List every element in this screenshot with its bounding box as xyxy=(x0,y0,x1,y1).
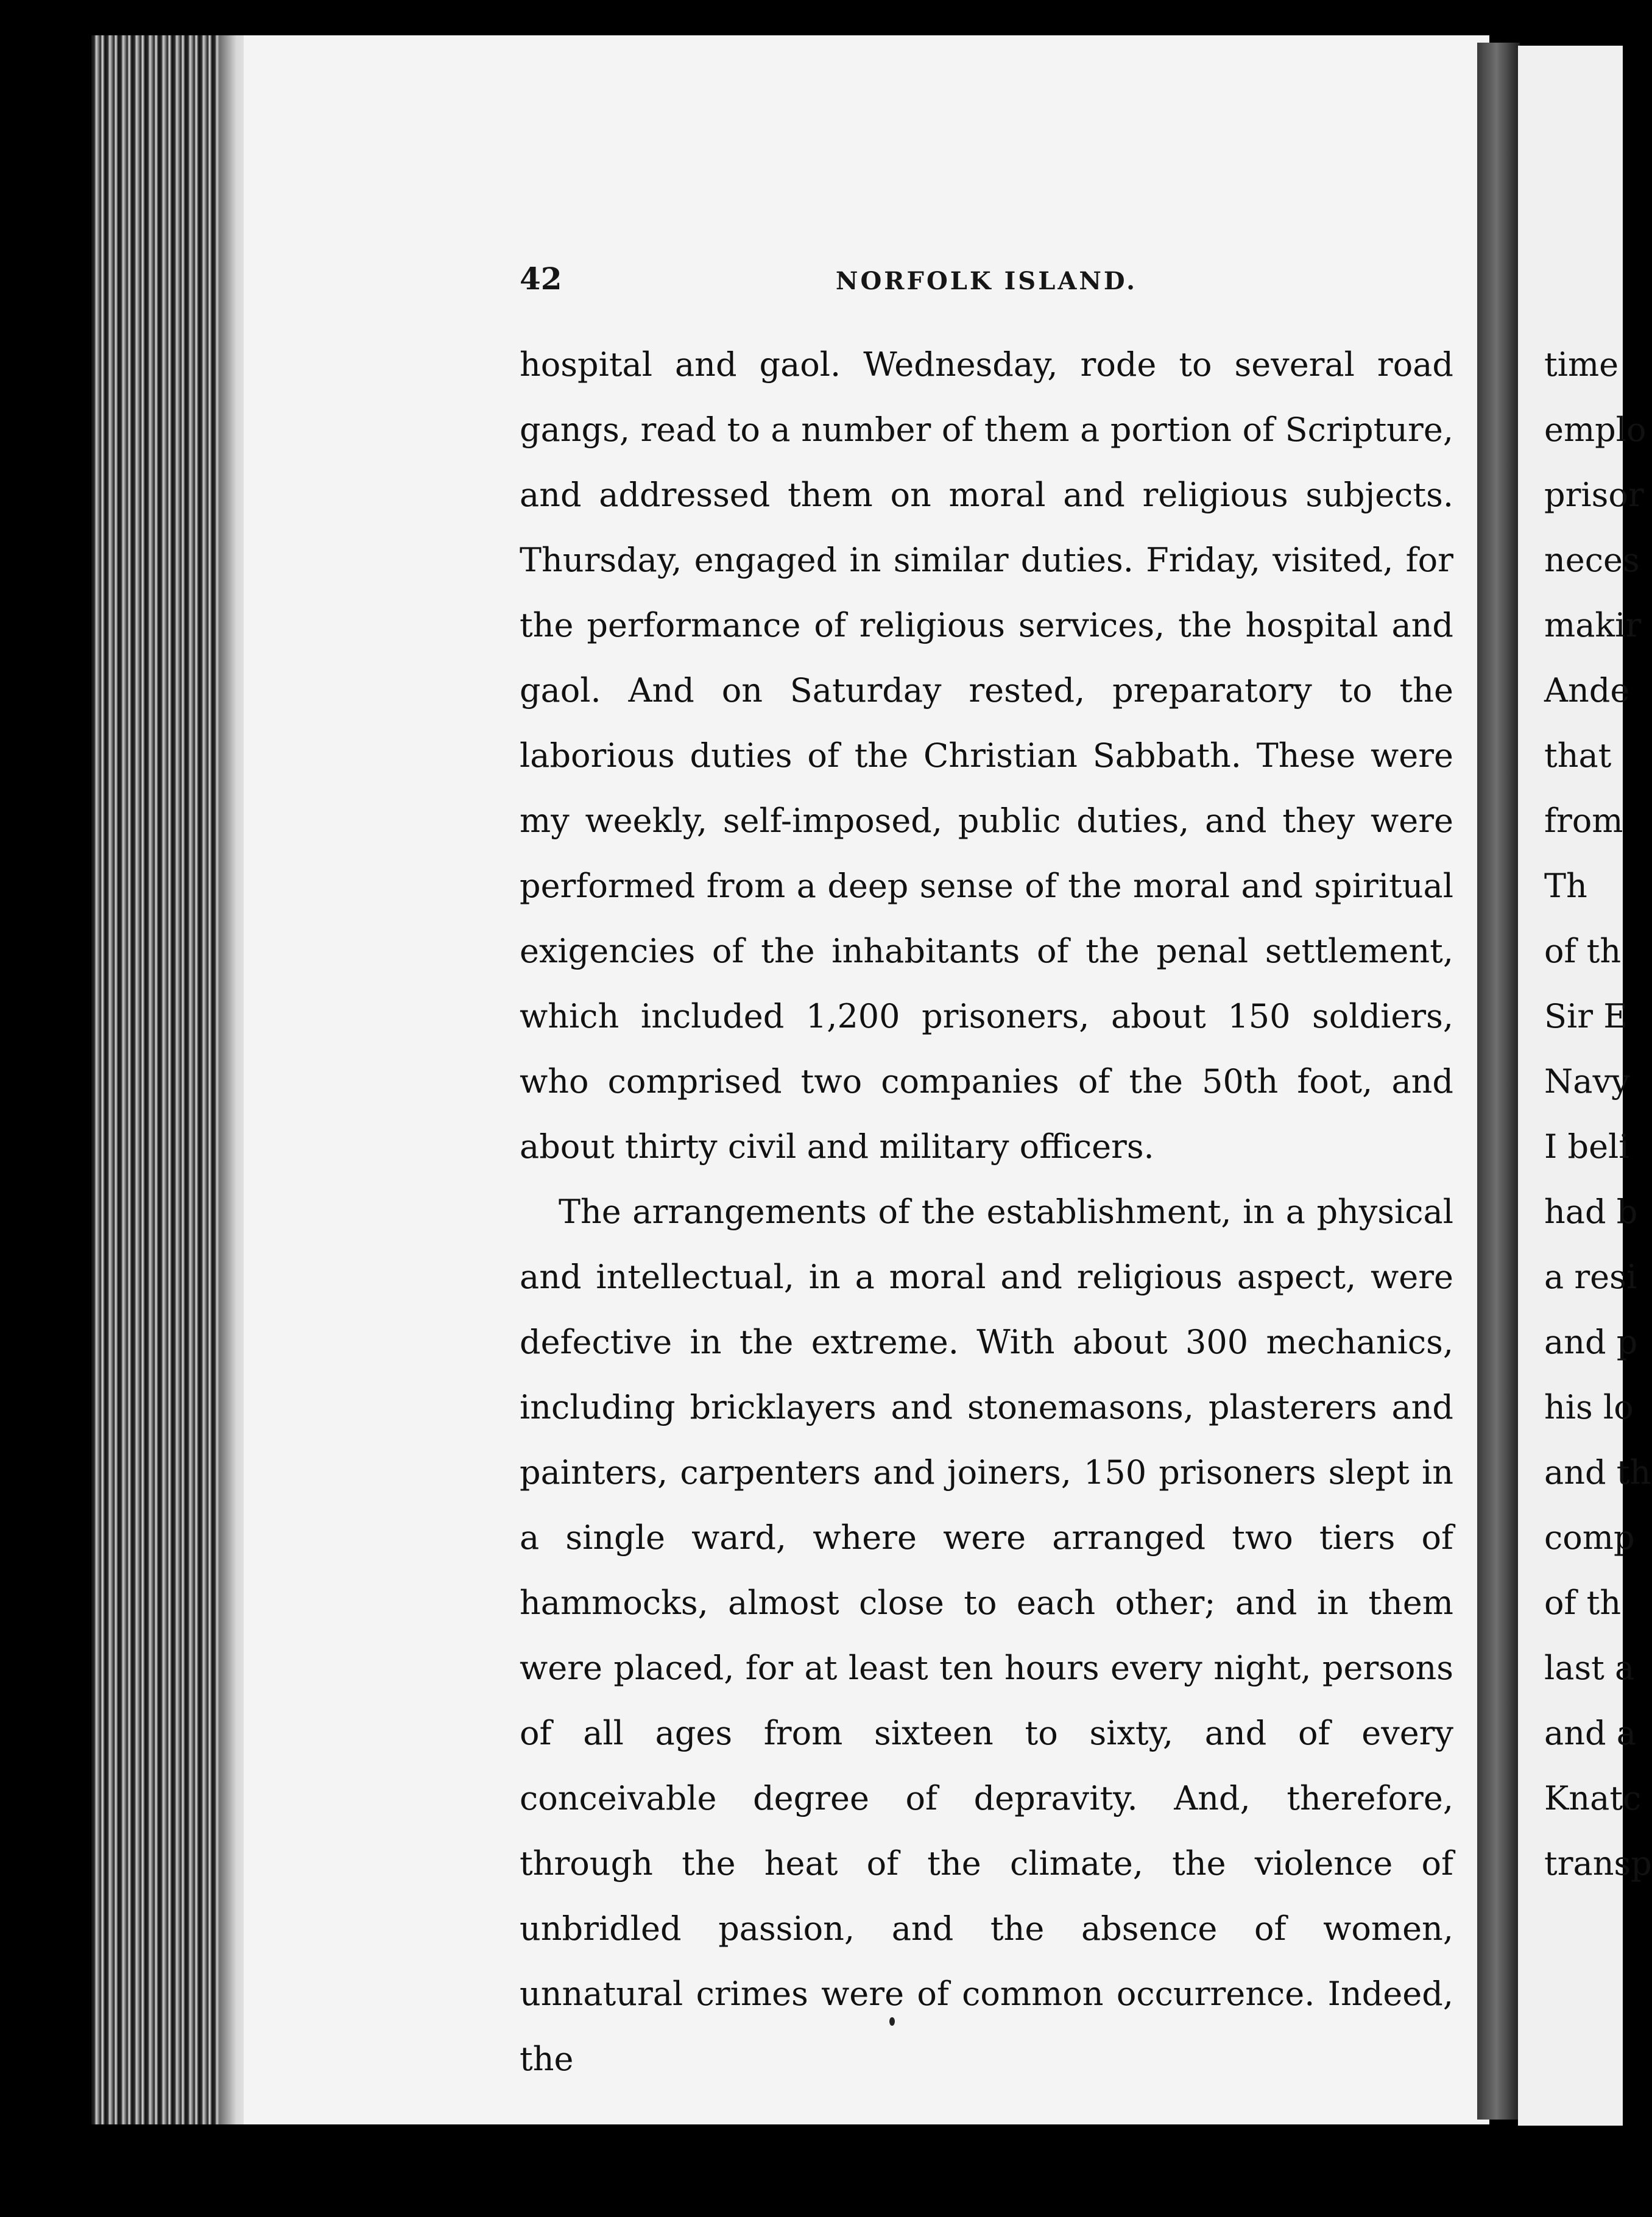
facing-line: transp xyxy=(1544,1844,1652,1883)
book-gutter xyxy=(1477,43,1520,2120)
facing-line: Knatc xyxy=(1544,1779,1642,1817)
facing-page-text xyxy=(1544,332,1652,1896)
running-title: NORFOLK ISLAND. xyxy=(835,267,1138,295)
facing-line: Ande xyxy=(1544,671,1630,710)
facing-line: and a xyxy=(1544,1714,1636,1752)
facing-line: emplo xyxy=(1544,411,1647,449)
body-text xyxy=(520,332,1453,2092)
facing-line: last a xyxy=(1544,1649,1635,1687)
facing-line: time xyxy=(1544,345,1619,384)
paragraph: The arrangements of the establishment, in a physical and intellectual, in a moral and religious aspect, were defective in the extreme. With about 300 mechanics, including bricklayers and stonemasons, plasterers and painters, carpenters and joiners, 150 prisoners slept in a single ward, where were arranged two tiers of hammocks, almost close to each other; and in them were placed, for at least ten hours every night, persons of all ages from sixteen to sixty, and of every conceivable degree of depravity. And, therefore, through the heat of the climate, the violence of unbridled passion, and the absence of women, unnatural crimes were of common occurrence. Indeed, the xyxy=(520,1193,1453,2078)
facing-line: Navy xyxy=(1544,1062,1630,1101)
facing-line: had b xyxy=(1544,1193,1638,1231)
paragraph-continuation: hospital and gaol. Wednesday, rode to several road gangs, read to a number of them a portion of Scripture, and addressed them on moral and religious subjects. Thursday, engaged in similar duties. Friday, visited, for the performance of religious services, the hospital and gaol. And on Saturday rested, preparatory to the laborious duties of the Christian Sabbath. These were my weekly, self-imposed, public duties, and they were performed from a deep sense of the moral and spiritual exigencies of the inhabitants of the penal settlement, which included 1,200 prisoners, about 150 soldiers, who comprised two companies of the 50th foot, and about thirty civil and military officers. xyxy=(520,345,1453,1166)
facing-line: from xyxy=(1544,802,1623,840)
facing-line: his lo xyxy=(1544,1388,1634,1426)
facing-line: Th xyxy=(1544,867,1587,905)
page-number: 42 xyxy=(520,261,562,297)
facing-line: I beli xyxy=(1544,1127,1629,1166)
facing-line: of th xyxy=(1544,932,1622,970)
facing-line: that xyxy=(1544,736,1612,775)
facing-line: a resi xyxy=(1544,1258,1637,1296)
facing-line: of th xyxy=(1544,1584,1622,1622)
facing-line: comp xyxy=(1544,1518,1635,1557)
facing-line: makir xyxy=(1544,606,1642,644)
facing-line: and th xyxy=(1544,1453,1651,1492)
facing-line: Sir E xyxy=(1544,997,1628,1035)
facing-line: prisor xyxy=(1544,476,1644,514)
scan-background xyxy=(0,2126,1623,2217)
book-page-edges xyxy=(91,35,262,2124)
page-header xyxy=(520,261,1453,307)
facing-line: and p xyxy=(1544,1323,1638,1361)
facing-line: neces xyxy=(1544,541,1640,579)
ink-speck xyxy=(889,2017,895,2026)
